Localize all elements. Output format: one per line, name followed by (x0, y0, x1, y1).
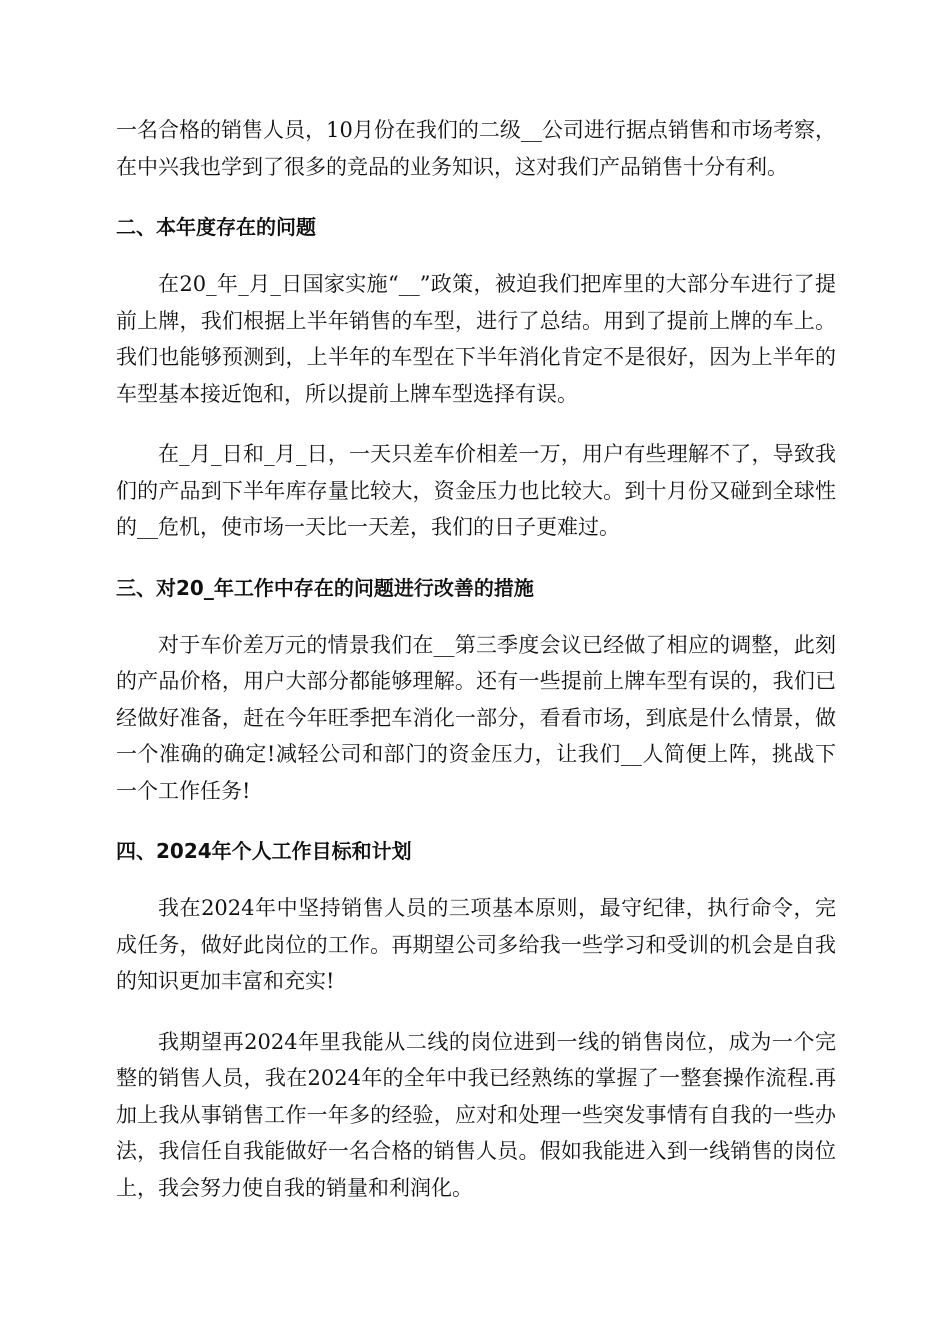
paragraph-plan: 我期望再2024年里我能从二线的岗位进到一线的销售岗位，成为一个完整的销售人员，我在2024年的全年中我已经熟练的掌握了一整套操作流程.再加上我从事销售工作一年多的经验，应对和处理一些突发事情有自我的一些办法，我信任自我能做好一名合格的销售人员。假如我能进入到一线销售的岗位上，我会努力使自我的销量和利润化。 (116, 1029, 836, 1200)
paragraph-principles: 我在2024年中坚持销售人员的三项基本原则，最守纪律，执行命令，完成任务，做好此岗位的工作。再期望公司多给我一些学习和受训的机会是自我的知识更加丰富和充实! (116, 896, 836, 993)
document-page (116, 112, 836, 1206)
section-heading-goals: 四、2024年个人工作目标和计划 (116, 839, 412, 863)
paragraph-measures: 对于车价差万元的情景我们在__第三季度会议已经做了相应的调整，此刻的产品价格，用户大部分都能够理解。还有一些提前上牌车型有误的，我们已经做好准备，赶在今年旺季把车消化一部分，看看市场，到底是什么情景，做一个准确的确定!减轻公司和部门的资金压力，让我们__人简便上阵，挑战下一个工作任务! (116, 632, 836, 803)
paragraph-intro-continuation: 一名合格的销售人员，10月份在我们的二级__公司进行据点销售和市场考察，在中兴我也学到了很多的竞品的业务知识，这对我们产品销售十分有利。 (116, 118, 836, 179)
paragraph-price-gap: 在_月_日和_月_日，一天只差车价相差一万，用户有些理解不了，导致我们的产品到下半年库存量比较大，资金压力也比较大。到十月份又碰到全球性的__危机，使市场一天比一天差，我们的日子更难过。 (116, 442, 836, 539)
section-heading-problems: 二、本年度存在的问题 (116, 215, 316, 239)
paragraph-policy: 在20_年_月_日国家实施“__”政策，被迫我们把库里的大部分车进行了提前上牌，我们根据上半年销售的车型，进行了总结。用到了提前上牌的车上。我们也能够预测到，上半年的车型在下半年消化肯定不是很好，因为上半年的车型基本接近饱和，所以提前上牌车型选择有误。 (116, 272, 836, 406)
section-heading-improvements: 三、对20_年工作中存在的问题进行改善的措施 (116, 575, 534, 600)
